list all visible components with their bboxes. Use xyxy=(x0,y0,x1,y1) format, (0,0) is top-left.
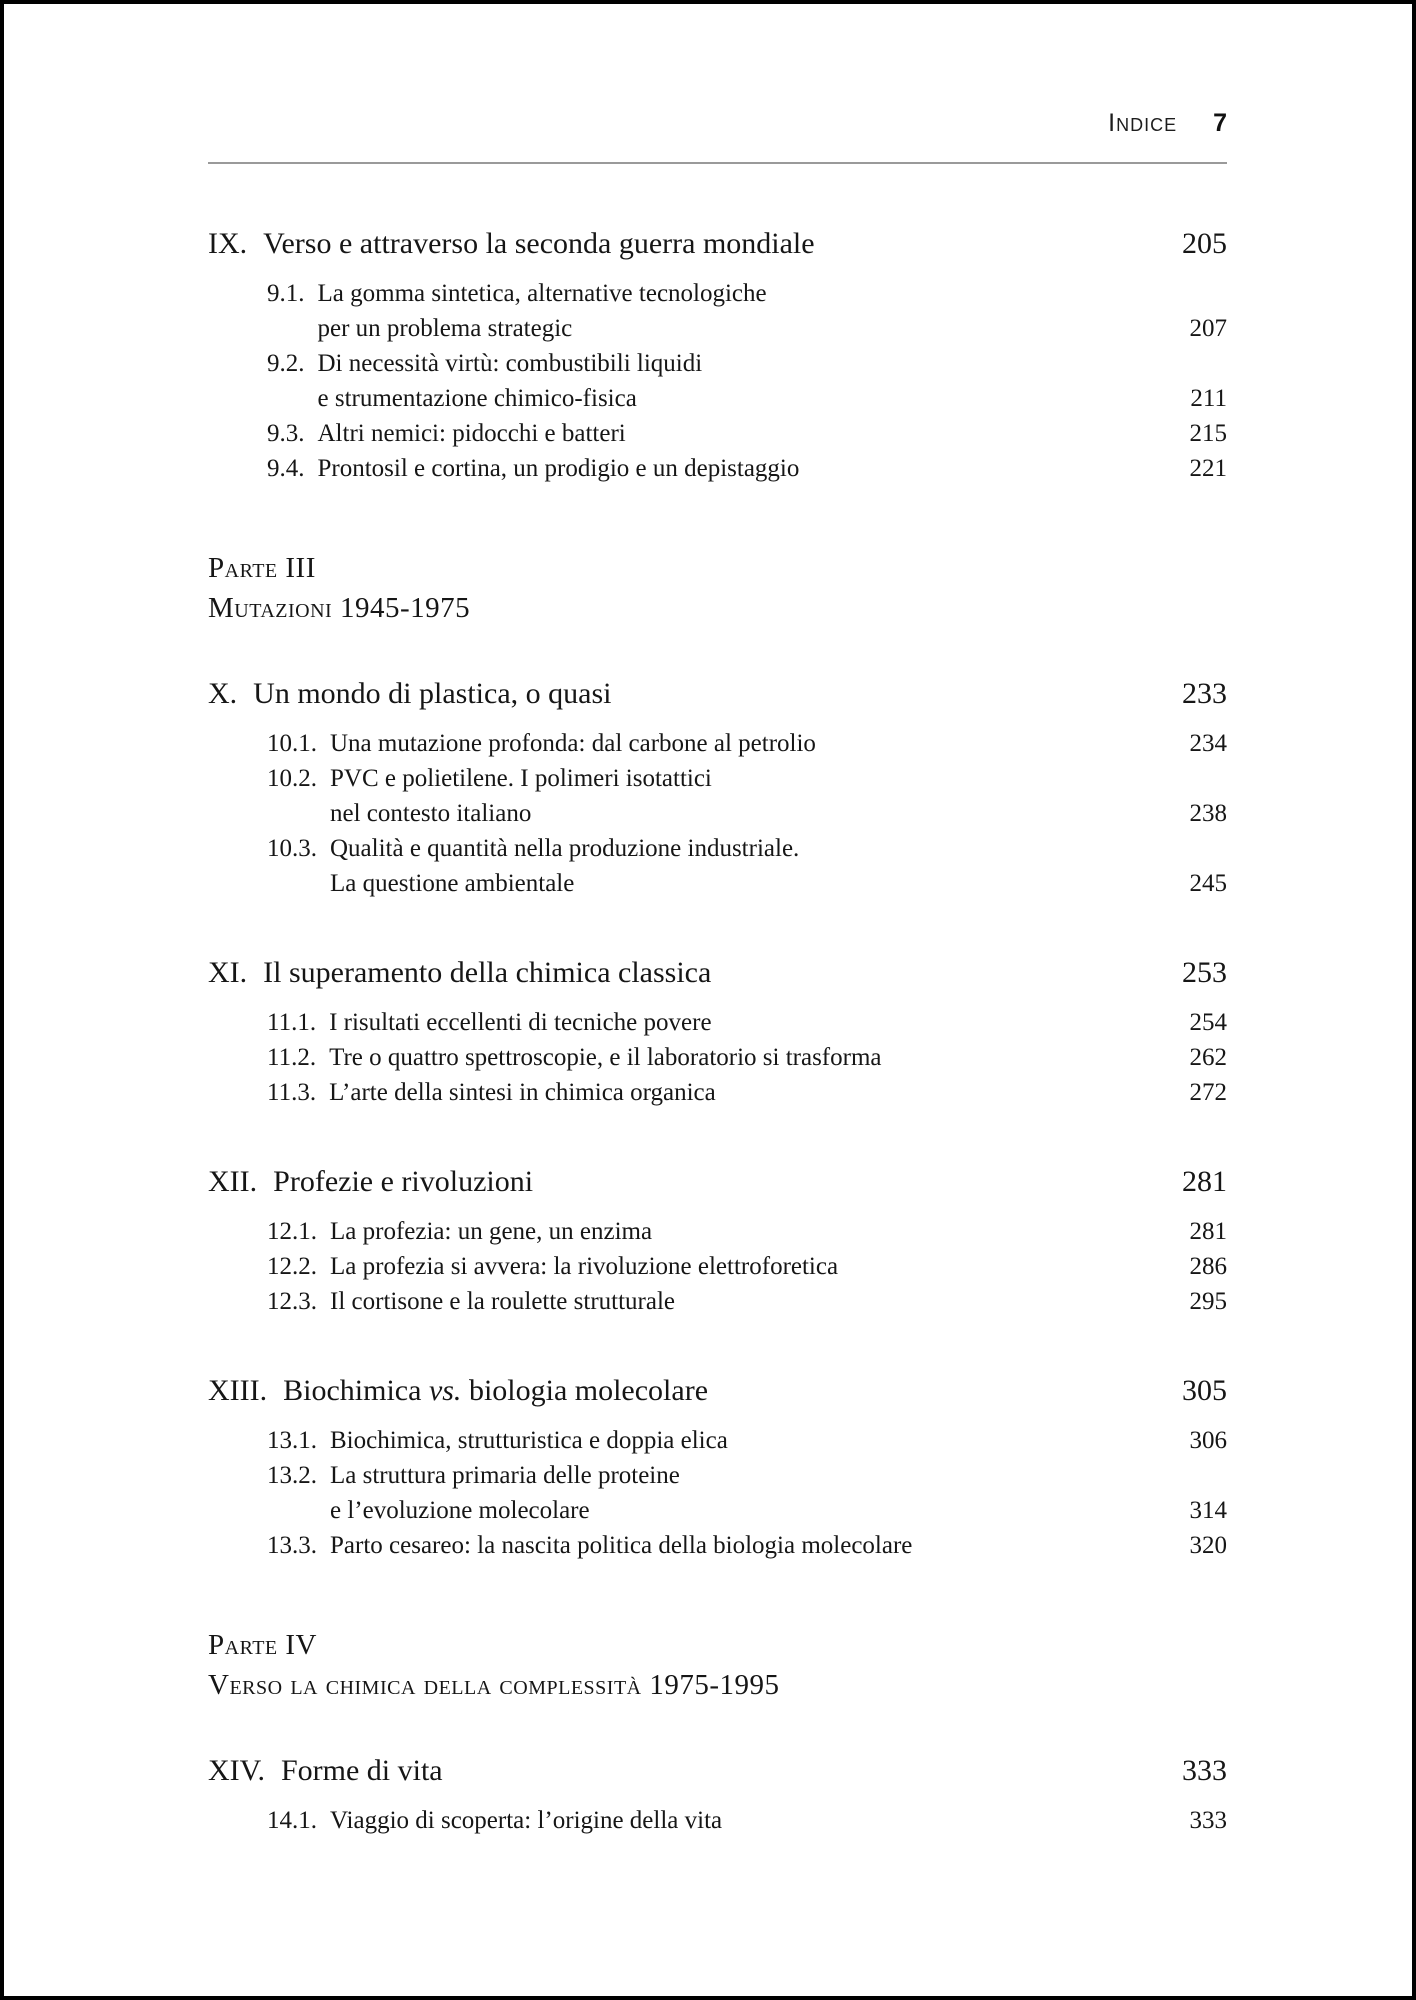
sub-entry-number: 9.1. xyxy=(267,280,305,307)
sub-entry-title xyxy=(330,1284,1166,1319)
chapter-title xyxy=(283,1373,1158,1409)
toc-sub-row xyxy=(267,1214,1227,1249)
sub-entry-line: Altri nemici: pidocchi e batteri xyxy=(317,420,626,447)
sub-entry-number: 10.3. xyxy=(267,835,317,862)
sub-entry-number: 9.3. xyxy=(267,420,305,447)
sub-entry-title xyxy=(330,831,1166,901)
chapter-numeral: XI. xyxy=(208,956,248,989)
toc-sub-entries xyxy=(208,1005,1227,1110)
running-header xyxy=(208,106,1227,140)
sub-entry-line: Viaggio di scoperta: l’origine della vita xyxy=(330,1807,723,1834)
sub-entry-page-number: 314 xyxy=(1189,1497,1227,1524)
toc-sub-entries xyxy=(208,1803,1227,1838)
sub-entry-line: PVC e polietilene. I polimeri isotattici xyxy=(330,765,712,792)
toc-sub-row xyxy=(267,346,1227,416)
toc-sub-row xyxy=(267,726,1227,761)
sub-entry-line: nel contesto italiano xyxy=(330,800,532,827)
sub-entry-page-number: 333 xyxy=(1189,1807,1227,1834)
toc-chapter-row xyxy=(208,226,1227,262)
chapter-title: Verso e attraverso la seconda guerra mondiale xyxy=(263,227,815,260)
sub-entry-page-number: 320 xyxy=(1189,1532,1227,1559)
toc-sub-row xyxy=(267,1075,1227,1110)
toc-chapter-x xyxy=(208,676,1227,901)
sub-entry-title xyxy=(318,346,1167,416)
sub-entry-title xyxy=(330,1528,1166,1563)
chapter-page-number: 305 xyxy=(1182,1374,1227,1407)
toc-part-iii-heading xyxy=(208,548,1227,628)
chapter-numeral: XII. xyxy=(208,1165,258,1198)
sub-entry-title xyxy=(330,1214,1166,1249)
toc-sub-row xyxy=(267,1040,1227,1075)
part-label: Parte IV xyxy=(208,1629,317,1661)
chapter-numeral: XIV. xyxy=(208,1754,265,1787)
sub-entry-line: La gomma sintetica, alternative tecnologiche xyxy=(317,280,767,307)
toc-chapter-xi xyxy=(208,955,1227,1110)
sub-entry-title xyxy=(330,761,1166,831)
toc-sub-entries xyxy=(208,1423,1227,1563)
chapter-numeral: X. xyxy=(208,677,238,710)
sub-entry-line: Una mutazione profonda: dal carbone al petrolio xyxy=(330,730,816,757)
sub-entry-title xyxy=(329,1040,1165,1075)
sub-entry-page-number: 272 xyxy=(1189,1079,1227,1106)
sub-entry-number: 11.3. xyxy=(267,1079,317,1106)
chapter-page-number: 233 xyxy=(1182,677,1227,710)
sub-entry-page-number: 211 xyxy=(1190,385,1227,412)
sub-entry-page-number: 281 xyxy=(1189,1218,1227,1245)
toc-sub-row xyxy=(267,761,1227,831)
sub-entry-page-number: 234 xyxy=(1189,730,1227,757)
sub-entry-title xyxy=(330,1249,1166,1284)
page-content xyxy=(208,106,1227,1838)
chapter-page-number: 205 xyxy=(1182,227,1227,260)
sub-entry-line: Biochimica, strutturistica e doppia elica xyxy=(330,1427,728,1454)
sub-entry-page-number: 295 xyxy=(1189,1288,1227,1315)
sub-entry-number: 13.2. xyxy=(267,1462,317,1489)
sub-entry-line: Tre o quattro spettroscopie, e il laboratorio si trasforma xyxy=(329,1044,882,1071)
sub-entry-title xyxy=(318,416,1166,451)
sub-entry-number: 10.2. xyxy=(267,765,317,792)
sub-entry-line: La profezia si avvera: la rivoluzione elettroforetica xyxy=(330,1253,839,1280)
toc-chapter-row xyxy=(208,1373,1227,1409)
toc-sub-row xyxy=(267,1803,1227,1838)
running-header-title: Indice xyxy=(1108,109,1178,137)
toc-chapter-xii xyxy=(208,1164,1227,1319)
sub-entry-title xyxy=(330,1803,1166,1838)
sub-entry-line: per un problema strategic xyxy=(317,315,573,342)
sub-entry-page-number: 207 xyxy=(1189,315,1227,342)
toc-chapter-row xyxy=(208,1164,1227,1200)
sub-entry-number: 13.1. xyxy=(267,1427,317,1454)
toc-sub-entries xyxy=(208,276,1227,486)
sub-entry-title xyxy=(318,276,1166,346)
toc-sub-row xyxy=(267,1005,1227,1040)
sub-entry-page-number: 306 xyxy=(1189,1427,1227,1454)
toc-sub-row xyxy=(267,831,1227,901)
toc-part-iv-heading xyxy=(208,1625,1227,1705)
toc-chapter-xiv xyxy=(208,1753,1227,1838)
chapter-numeral: IX. xyxy=(208,227,248,260)
sub-entry-line: Qualità e quantità nella produzione industriale. xyxy=(330,835,800,862)
toc-sub-row xyxy=(267,1458,1227,1528)
sub-entry-line: La questione ambientale xyxy=(330,870,575,897)
sub-entry-title xyxy=(329,1075,1165,1110)
chapter-title-italic-segment: vs. xyxy=(428,1374,462,1407)
toc-chapter-row xyxy=(208,955,1227,991)
sub-entry-line: Prontosil e cortina, un prodigio e un depistaggio xyxy=(317,455,800,482)
sub-entry-line: La struttura primaria delle proteine xyxy=(330,1462,680,1489)
toc-sub-row xyxy=(267,1423,1227,1458)
chapter-numeral: XIII. xyxy=(208,1374,268,1407)
sub-entry-number: 12.1. xyxy=(267,1218,317,1245)
part-title: Verso la chimica della complessità 1975-1995 xyxy=(208,1669,780,1701)
toc-chapter-row xyxy=(208,1753,1227,1789)
sub-entry-number: 12.3. xyxy=(267,1288,317,1315)
sub-entry-number: 9.2. xyxy=(267,350,305,377)
sub-entry-title xyxy=(318,451,1166,486)
sub-entry-line: La profezia: un gene, un enzima xyxy=(330,1218,653,1245)
chapter-title: Profezie e rivoluzioni xyxy=(273,1165,534,1198)
chapter-page-number: 281 xyxy=(1182,1165,1227,1198)
chapter-page-number: 253 xyxy=(1182,956,1227,989)
chapter-title: Un mondo di plastica, o quasi xyxy=(253,677,612,710)
toc-sub-entries xyxy=(208,726,1227,901)
running-header-page-number: 7 xyxy=(1213,109,1227,137)
sub-entry-number: 9.4. xyxy=(267,455,305,482)
toc-sub-row xyxy=(267,1528,1227,1563)
chapter-title-segment: biologia molecolare xyxy=(461,1374,709,1407)
toc-chapter-xiii xyxy=(208,1373,1227,1563)
chapter-title: Il superamento della chimica classica xyxy=(263,956,712,989)
toc-sub-row xyxy=(267,1249,1227,1284)
sub-entry-page-number: 286 xyxy=(1189,1253,1227,1280)
sub-entry-number: 11.2. xyxy=(267,1044,317,1071)
sub-entry-number: 11.1. xyxy=(267,1009,317,1036)
toc-sub-row xyxy=(267,451,1227,486)
sub-entry-line: e l’evoluzione molecolare xyxy=(330,1497,590,1524)
chapter-page-number: 333 xyxy=(1182,1754,1227,1787)
toc-chapter-ix xyxy=(208,226,1227,486)
part-title: Mutazioni 1945-1975 xyxy=(208,592,471,624)
toc-sub-row xyxy=(267,416,1227,451)
toc-sub-row xyxy=(267,276,1227,346)
sub-entry-line: Parto cesareo: la nascita politica della biologia molecolare xyxy=(330,1532,913,1559)
sub-entry-number: 10.1. xyxy=(267,730,317,757)
sub-entry-line: I risultati eccellenti di tecniche povere xyxy=(329,1009,712,1036)
sub-entry-page-number: 262 xyxy=(1189,1044,1227,1071)
header-rule xyxy=(208,162,1227,164)
sub-entry-title xyxy=(330,726,1166,761)
sub-entry-number: 14.1. xyxy=(267,1807,317,1834)
chapter-title: Forme di vita xyxy=(280,1754,443,1787)
chapter-title-segment: Biochimica xyxy=(283,1374,429,1407)
sub-entry-page-number: 245 xyxy=(1189,870,1227,897)
sub-entry-title xyxy=(330,1423,1166,1458)
sub-entry-line: Il cortisone e la roulette strutturale xyxy=(330,1288,676,1315)
sub-entry-title xyxy=(329,1005,1165,1040)
sub-entry-page-number: 215 xyxy=(1189,420,1227,447)
toc-sub-entries xyxy=(208,1214,1227,1319)
sub-entry-line: Di necessità virtù: combustibili liquidi xyxy=(317,350,703,377)
sub-entry-page-number: 254 xyxy=(1189,1009,1227,1036)
sub-entry-line: L’arte della sintesi in chimica organica xyxy=(329,1079,716,1106)
sub-entry-page-number: 221 xyxy=(1189,455,1227,482)
part-label: Parte III xyxy=(208,552,316,584)
toc-chapter-row xyxy=(208,676,1227,712)
sub-entry-number: 12.2. xyxy=(267,1253,317,1280)
sub-entry-page-number: 238 xyxy=(1189,800,1227,827)
sub-entry-title xyxy=(330,1458,1166,1528)
sub-entry-line: e strumentazione chimico-fisica xyxy=(317,385,637,412)
toc-sub-row xyxy=(267,1284,1227,1319)
sub-entry-number: 13.3. xyxy=(267,1532,317,1559)
